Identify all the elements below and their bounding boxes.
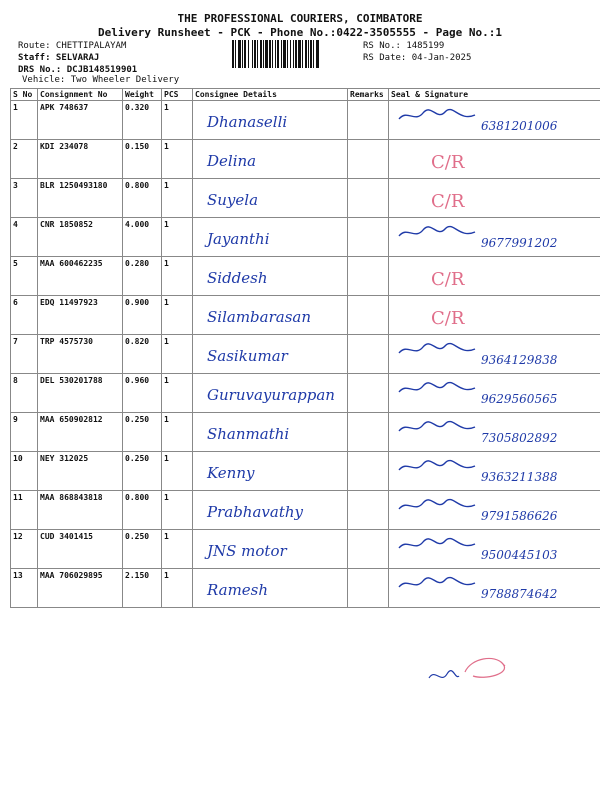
cell-seal [389, 257, 600, 296]
cell-seal [389, 179, 600, 218]
cell-remarks [348, 413, 389, 452]
cell-consignment: CNR 1850852 [38, 218, 123, 257]
cell-pcs: 1 [162, 452, 193, 491]
table-row [11, 452, 600, 491]
cell-pcs: 1 [162, 140, 193, 179]
table-row [11, 101, 600, 140]
table-row [11, 218, 600, 257]
cell-consignment: EDQ 11497923 [38, 296, 123, 335]
phone-number: 9500445103 [481, 548, 558, 562]
cell-weight: 0.150 [123, 140, 162, 179]
cell-sno: 10 [11, 452, 38, 491]
table-row [11, 413, 600, 452]
cell-seal [389, 413, 600, 452]
cell-sno: 6 [11, 296, 38, 335]
consignee-name: Kenny [207, 464, 255, 482]
cell-seal [389, 140, 600, 179]
signature-icon [397, 497, 477, 515]
cell-consignee [193, 491, 348, 530]
cell-remarks [348, 452, 389, 491]
table-row [11, 296, 600, 335]
cell-weight: 0.800 [123, 179, 162, 218]
phone-number: 9364129838 [481, 353, 558, 367]
cell-pcs: 1 [162, 374, 193, 413]
seal-area [391, 337, 600, 373]
cell-consignee [193, 140, 348, 179]
col-remarks: Remarks [348, 89, 389, 101]
cr-stamp: C/R [431, 308, 465, 329]
cell-consignee [193, 101, 348, 140]
cell-weight: 0.820 [123, 335, 162, 374]
cell-remarks [348, 530, 389, 569]
cell-remarks [348, 257, 389, 296]
consignee-name: Prabhavathy [207, 503, 303, 521]
cell-consignee [193, 335, 348, 374]
cell-weight: 0.320 [123, 101, 162, 140]
col-seal: Seal & Signature [389, 89, 600, 101]
table-row [11, 140, 600, 179]
signature-icon [397, 107, 477, 125]
cell-seal [389, 452, 600, 491]
cell-sno: 8 [11, 374, 38, 413]
table-header-row [11, 89, 600, 101]
cell-seal [389, 530, 600, 569]
consignee-name: Siddesh [207, 269, 268, 287]
cell-pcs: 1 [162, 179, 193, 218]
cell-weight: 4.000 [123, 218, 162, 257]
seal-area [391, 532, 600, 568]
consignee-name: Guruvayurappan [207, 386, 335, 404]
col-consignment: Consignment No [38, 89, 123, 101]
cell-sno: 13 [11, 569, 38, 608]
cell-pcs: 1 [162, 218, 193, 257]
cell-consignment: APK 748637 [38, 101, 123, 140]
consignee-name: Dhanaselli [207, 113, 288, 131]
cr-stamp: C/R [431, 269, 465, 290]
cell-consignee [193, 257, 348, 296]
signature-icon [397, 458, 477, 476]
cell-consignment: MAA 600462235 [38, 257, 123, 296]
cell-remarks [348, 491, 389, 530]
consignee-name: Ramesh [207, 581, 269, 599]
cell-consignee [193, 569, 348, 608]
cell-weight: 0.900 [123, 296, 162, 335]
cell-seal [389, 374, 600, 413]
cell-sno: 3 [11, 179, 38, 218]
table-row [11, 179, 600, 218]
phone-number: 9629560565 [481, 392, 558, 406]
consignee-name: Suyela [207, 191, 259, 209]
cell-remarks [348, 374, 389, 413]
cell-remarks [348, 335, 389, 374]
cell-seal [389, 296, 600, 335]
cell-remarks [348, 296, 389, 335]
cell-pcs: 1 [162, 257, 193, 296]
phone-number: 6381201006 [481, 119, 558, 133]
col-pcs: PCS [162, 89, 193, 101]
cell-consignment: NEY 312025 [38, 452, 123, 491]
cell-sno: 4 [11, 218, 38, 257]
cell-consignment: TRP 4575730 [38, 335, 123, 374]
cell-sno: 1 [11, 101, 38, 140]
cell-remarks [348, 569, 389, 608]
seal-area [391, 415, 600, 451]
cell-remarks [348, 218, 389, 257]
cell-consignee [193, 296, 348, 335]
cell-consignee [193, 413, 348, 452]
seal-area [391, 103, 600, 139]
table-row [11, 569, 600, 608]
col-weight: Weight [123, 89, 162, 101]
table-row [11, 530, 600, 569]
cell-sno: 12 [11, 530, 38, 569]
seal-area [391, 571, 600, 607]
phone-number: 9363211388 [481, 470, 558, 484]
cell-seal [389, 335, 600, 374]
rs-date-label: RS Date: 04-Jan-2025 [363, 53, 472, 63]
table-row [11, 335, 600, 374]
cell-pcs: 1 [162, 335, 193, 374]
signature-icon [397, 380, 477, 398]
signature-icon [397, 419, 477, 437]
cell-weight: 0.250 [123, 530, 162, 569]
cell-consignment: KDI 234078 [38, 140, 123, 179]
seal-area [391, 493, 600, 529]
vehicle-label: Vehicle: Two Wheeler Delivery [22, 75, 180, 85]
cell-weight: 0.800 [123, 491, 162, 530]
cell-consignment: BLR 1250493180 [38, 179, 123, 218]
cell-consignee [193, 179, 348, 218]
cell-pcs: 1 [162, 413, 193, 452]
staff-label: Staff: SELVARAJ [18, 53, 100, 63]
cell-consignment: DEL 530201788 [38, 374, 123, 413]
col-sno: S No [11, 89, 38, 101]
cell-weight: 0.250 [123, 413, 162, 452]
cell-seal [389, 569, 600, 608]
signature-icon [397, 341, 477, 359]
consignee-name: Shanmathi [207, 425, 290, 443]
cell-pcs: 1 [162, 491, 193, 530]
cell-sno: 11 [11, 491, 38, 530]
cell-consignee [193, 374, 348, 413]
cell-consignment: MAA 706029895 [38, 569, 123, 608]
phone-number: 9791586626 [481, 509, 558, 523]
cr-stamp: C/R [431, 152, 465, 173]
cell-consignment: MAA 650902812 [38, 413, 123, 452]
cell-pcs: 1 [162, 101, 193, 140]
seal-area [391, 376, 600, 412]
barcode [232, 40, 354, 68]
table-row [11, 491, 600, 530]
col-consignee: Consignee Details [193, 89, 348, 101]
consignee-name: Silambarasan [207, 308, 311, 326]
cr-stamp: C/R [431, 191, 465, 212]
cell-weight: 0.250 [123, 452, 162, 491]
seal-area [391, 259, 600, 295]
consignee-name: Delina [207, 152, 257, 170]
cell-sno: 9 [11, 413, 38, 452]
runsheet-subtitle: Delivery Runsheet - PCK - Phone No.:0422-3505555 - Page No.:1 [98, 26, 502, 39]
cell-consignment: CUD 3401415 [38, 530, 123, 569]
cell-pcs: 1 [162, 569, 193, 608]
cell-sno: 7 [11, 335, 38, 374]
phone-number: 7305802892 [481, 431, 558, 445]
cell-seal [389, 218, 600, 257]
cell-pcs: 1 [162, 296, 193, 335]
route-label: Route: CHETTIPALAYAM [18, 41, 127, 51]
seal-area [391, 181, 600, 217]
seal-area [391, 298, 600, 334]
runsheet-table [10, 88, 600, 608]
cell-pcs: 1 [162, 530, 193, 569]
cell-consignee [193, 218, 348, 257]
cell-remarks [348, 140, 389, 179]
table-row [11, 257, 600, 296]
cell-consignee [193, 530, 348, 569]
cell-seal [389, 101, 600, 140]
seal-area [391, 220, 600, 256]
seal-area [391, 454, 600, 490]
drs-label: DRS No.: DCJB148519901 [18, 65, 138, 75]
cell-sno: 5 [11, 257, 38, 296]
cell-weight: 2.150 [123, 569, 162, 608]
consignee-name: Sasikumar [207, 347, 288, 365]
seal-area [391, 142, 600, 178]
cell-remarks [348, 179, 389, 218]
signature-icon [397, 224, 477, 242]
phone-number: 9788874642 [481, 587, 558, 601]
consignee-name: Jayanthi [207, 230, 270, 248]
phone-number: 9677991202 [481, 236, 558, 250]
bottom-signature-icon [425, 650, 535, 690]
cell-weight: 0.960 [123, 374, 162, 413]
cell-remarks [348, 101, 389, 140]
cell-weight: 0.280 [123, 257, 162, 296]
cell-consignee [193, 452, 348, 491]
cell-seal [389, 491, 600, 530]
signature-icon [397, 575, 477, 593]
consignee-name: JNS motor [207, 542, 287, 560]
rs-no-label: RS No.: 1485199 [363, 41, 445, 51]
signature-icon [397, 536, 477, 554]
cell-consignment: MAA 868843818 [38, 491, 123, 530]
company-title: THE PROFESSIONAL COURIERS, COIMBATORE [177, 12, 423, 25]
cell-sno: 2 [11, 140, 38, 179]
table-row [11, 374, 600, 413]
